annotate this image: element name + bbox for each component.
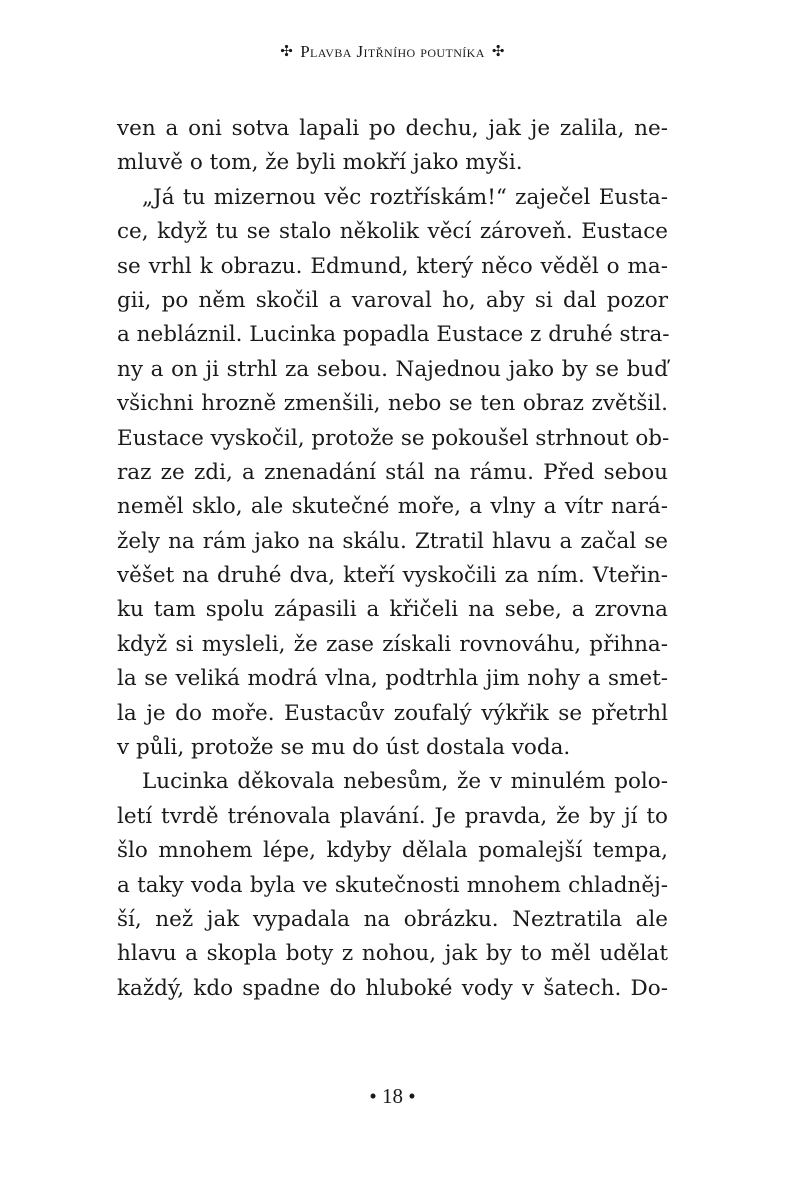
- text-line: v půli, protože se mu do úst dostala voda.: [117, 735, 571, 761]
- text-line: hlavu a skopla boty z nohou, jak by to měl udělat: [117, 941, 668, 967]
- text-line: Lucinka děkovala nebesům, že v minulém polo-: [142, 769, 668, 795]
- text-line: ku tam spolu zápasili a křičeli na sebe, a zrovna: [117, 597, 668, 623]
- book-title: Plavba Jitřního poutníka: [300, 42, 485, 61]
- text-line: každý, kdo spadne do hluboké vody v šatech. Do-: [117, 975, 668, 1001]
- text-line: ce, když tu se stalo několik věcí zároveň. Eustace: [117, 219, 668, 245]
- text-line: a nebláznil. Lucinka popadla Eustace z druhé stra-: [117, 322, 670, 348]
- text-line: ny a on ji strhl za sebou. Najednou jako by se buď: [117, 356, 668, 382]
- text-line: a taky voda byla ve skutečnosti mnohem chladněj-: [117, 872, 668, 898]
- text-line: šlo mnohem lépe, kdyby dělala pomalejší tempa,: [117, 838, 668, 864]
- text-line: všichni hrozně zmenšili, nebo se ten obraz zvětšil.: [117, 391, 668, 417]
- text-line: gii, po něm skočil a varoval ho, aby si dal pozor: [117, 287, 668, 313]
- text-line: se vrhl k obrazu. Edmund, který něco věděl o ma-: [117, 253, 668, 279]
- text-line: la je do moře. Eustacův zoufalý výkřik se přetrhl: [117, 700, 668, 726]
- text-line: věšet na druhé dva, kteří vyskočili za ním. Vteřin-: [117, 563, 668, 589]
- text-line: letí tvrdě trénovala plavání. Je pravda, že by jí to: [117, 803, 668, 829]
- ornament-left-icon: ✣: [280, 43, 294, 60]
- text-line: mluvě o tom, že byli mokří jako myši.: [117, 150, 523, 176]
- page-number: • 18 •: [369, 1084, 416, 1108]
- text-line: la se veliká modrá vlna, podtrhla jim nohy a smet-: [117, 666, 668, 692]
- text-line: neměl sklo, ale skutečné moře, a vlny a vítr nará-: [117, 494, 668, 520]
- text-line: když si mysleli, že zase získali rovnováhu, přihna-: [117, 631, 668, 657]
- text-line: žely na rám jako na skálu. Ztratil hlavu a začal se: [117, 528, 668, 554]
- running-head: [0, 42, 785, 62]
- text-line: ven a oni sotva lapali po dechu, jak je zalila, ne-: [117, 116, 668, 141]
- body-text: [117, 112, 668, 1006]
- text-line: „Já tu mizernou věc roztřískám!“ zaječel Eusta-: [142, 184, 668, 210]
- text-line: Eustace vyskočil, protože se pokoušel strhnout ob-: [117, 425, 670, 451]
- text-line: ší, než jak vypadala na obrázku. Neztratila ale: [117, 906, 668, 932]
- text-line: raz ze zdi, a znenadání stál na rámu. Před sebou: [117, 459, 668, 485]
- ornament-right-icon: ✣: [491, 43, 505, 60]
